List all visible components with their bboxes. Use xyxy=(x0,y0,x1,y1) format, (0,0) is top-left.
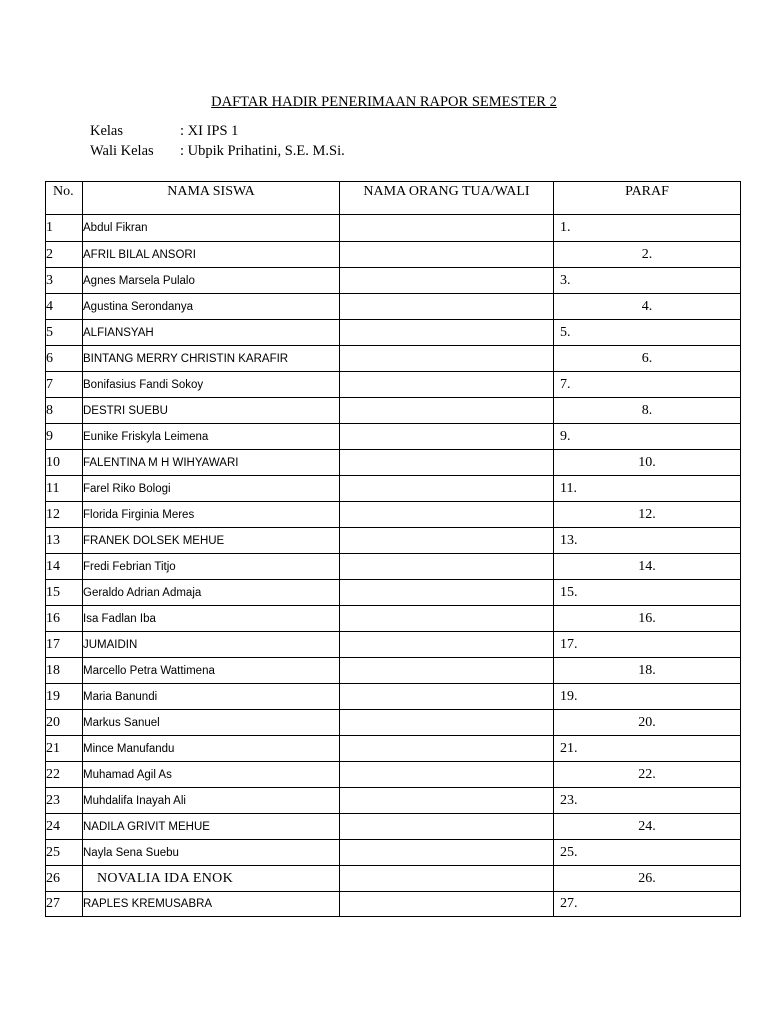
table-row xyxy=(46,762,741,788)
table-row xyxy=(46,892,741,917)
parent-name-field[interactable] xyxy=(340,814,554,840)
parent-name-field[interactable] xyxy=(340,215,554,242)
signature-field[interactable]: 16. xyxy=(554,606,741,632)
student-name: Farel Riko Bologi xyxy=(83,476,340,502)
table-row xyxy=(46,294,741,320)
student-name: Maria Banundi xyxy=(83,684,340,710)
signature-field[interactable]: 18. xyxy=(554,658,741,684)
row-number: 9 xyxy=(46,424,83,450)
signature-field[interactable]: 1. xyxy=(554,215,741,242)
student-name: Agnes Marsela Pulalo xyxy=(83,268,340,294)
table-row xyxy=(46,840,741,866)
parent-name-field[interactable] xyxy=(340,450,554,476)
parent-name-field[interactable] xyxy=(340,658,554,684)
parent-name-field[interactable] xyxy=(340,684,554,710)
parent-name-field[interactable] xyxy=(340,632,554,658)
table-row xyxy=(46,632,741,658)
parent-name-field[interactable] xyxy=(340,840,554,866)
wali-kelas-value: : Ubpik Prihatini, S.E. M.Si. xyxy=(180,143,345,159)
kelas-row xyxy=(90,123,238,140)
table-row xyxy=(46,242,741,268)
student-name: DESTRI SUEBU xyxy=(83,398,340,424)
student-name: FALENTINA M H WIHYAWARI xyxy=(83,450,340,476)
kelas-value: : XI IPS 1 xyxy=(180,123,239,139)
row-number: 21 xyxy=(46,736,83,762)
signature-field[interactable]: 21. xyxy=(554,736,741,762)
table-row xyxy=(46,450,741,476)
row-number: 10 xyxy=(46,450,83,476)
student-name: Markus Sanuel xyxy=(83,710,340,736)
table-row xyxy=(46,215,741,242)
row-number: 5 xyxy=(46,320,83,346)
table-row xyxy=(46,684,741,710)
table-row xyxy=(46,866,741,892)
student-name: NOVALIA IDA ENOK xyxy=(83,866,340,892)
table-row xyxy=(46,554,741,580)
wali-kelas-row xyxy=(90,143,345,160)
signature-field[interactable]: 9. xyxy=(554,424,741,450)
header-no: No. xyxy=(46,182,83,215)
parent-name-field[interactable] xyxy=(340,580,554,606)
student-name: Fredi Febrian Titjo xyxy=(83,554,340,580)
attendance-table xyxy=(45,181,741,917)
parent-name-field[interactable] xyxy=(340,528,554,554)
signature-field[interactable]: 19. xyxy=(554,684,741,710)
table-row xyxy=(46,346,741,372)
student-name: Abdul Fikran xyxy=(83,215,340,242)
student-name: Bonifasius Fandi Sokoy xyxy=(83,372,340,398)
table-row xyxy=(46,788,741,814)
table-row xyxy=(46,398,741,424)
signature-field[interactable]: 8. xyxy=(554,398,741,424)
parent-name-field[interactable] xyxy=(340,372,554,398)
student-name: ALFIANSYAH xyxy=(83,320,340,346)
row-number: 22 xyxy=(46,762,83,788)
table-row xyxy=(46,424,741,450)
row-number: 26 xyxy=(46,866,83,892)
row-number: 27 xyxy=(46,892,83,917)
row-number: 12 xyxy=(46,502,83,528)
parent-name-field[interactable] xyxy=(340,398,554,424)
parent-name-field[interactable] xyxy=(340,268,554,294)
parent-name-field[interactable] xyxy=(340,346,554,372)
student-name: Agustina Serondanya xyxy=(83,294,340,320)
signature-field[interactable]: 12. xyxy=(554,502,741,528)
signature-field[interactable]: 25. xyxy=(554,840,741,866)
table-row xyxy=(46,606,741,632)
signature-field[interactable]: 6. xyxy=(554,346,741,372)
parent-name-field[interactable] xyxy=(340,892,554,917)
row-number: 11 xyxy=(46,476,83,502)
student-name: Isa Fadlan Iba xyxy=(83,606,340,632)
table-row xyxy=(46,502,741,528)
parent-name-field[interactable] xyxy=(340,866,554,892)
signature-field[interactable]: 13. xyxy=(554,528,741,554)
signature-field[interactable]: 5. xyxy=(554,320,741,346)
student-name: AFRIL BILAL ANSORI xyxy=(83,242,340,268)
table-row xyxy=(46,476,741,502)
signature-field[interactable]: 26. xyxy=(554,866,741,892)
wali-kelas-label: Wali Kelas xyxy=(90,143,154,159)
table-row xyxy=(46,736,741,762)
row-number: 16 xyxy=(46,606,83,632)
header-nama-orang-tua: NAMA ORANG TUA/WALI xyxy=(340,182,554,215)
signature-field[interactable]: 27. xyxy=(554,892,741,917)
signature-field[interactable]: 24. xyxy=(554,814,741,840)
table-row xyxy=(46,814,741,840)
parent-name-field[interactable] xyxy=(340,242,554,268)
kelas-label: Kelas xyxy=(90,123,124,139)
signature-field[interactable]: 3. xyxy=(554,268,741,294)
parent-name-field[interactable] xyxy=(340,476,554,502)
parent-name-field[interactable] xyxy=(340,424,554,450)
table-row xyxy=(46,320,741,346)
row-number: 25 xyxy=(46,840,83,866)
signature-field[interactable]: 23. xyxy=(554,788,741,814)
table-row xyxy=(46,268,741,294)
table-header-row xyxy=(46,182,741,215)
student-name: Muhamad Agil As xyxy=(83,762,340,788)
student-name: Muhdalifa Inayah Ali xyxy=(83,788,340,814)
row-number: 24 xyxy=(46,814,83,840)
page-title: DAFTAR HADIR PENERIMAAN RAPOR SEMESTER 2 xyxy=(211,94,557,110)
student-name: RAPLES KREMUSABRA xyxy=(83,892,340,917)
signature-field[interactable]: 10. xyxy=(554,450,741,476)
row-number: 13 xyxy=(46,528,83,554)
parent-name-field[interactable] xyxy=(340,502,554,528)
signature-field[interactable]: 14. xyxy=(554,554,741,580)
signature-field[interactable]: 22. xyxy=(554,762,741,788)
student-name: Marcello Petra Wattimena xyxy=(83,658,340,684)
row-number: 15 xyxy=(46,580,83,606)
row-number: 8 xyxy=(46,398,83,424)
row-number: 1 xyxy=(46,215,83,242)
row-number: 3 xyxy=(46,268,83,294)
parent-name-field[interactable] xyxy=(340,710,554,736)
student-name: JUMAIDIN xyxy=(83,632,340,658)
signature-field[interactable]: 2. xyxy=(554,242,741,268)
table-row xyxy=(46,710,741,736)
row-number: 19 xyxy=(46,684,83,710)
student-name: Eunike Friskyla Leimena xyxy=(83,424,340,450)
parent-name-field[interactable] xyxy=(340,606,554,632)
header-nama-siswa: NAMA SISWA xyxy=(83,182,340,215)
student-name: Mince Manufandu xyxy=(83,736,340,762)
row-number: 20 xyxy=(46,710,83,736)
parent-name-field[interactable] xyxy=(340,788,554,814)
signature-field[interactable]: 20. xyxy=(554,710,741,736)
row-number: 2 xyxy=(46,242,83,268)
row-number: 4 xyxy=(46,294,83,320)
parent-name-field[interactable] xyxy=(340,320,554,346)
student-name: Nayla Sena Suebu xyxy=(83,840,340,866)
table-row xyxy=(46,580,741,606)
row-number: 6 xyxy=(46,346,83,372)
student-name: Geraldo Adrian Admaja xyxy=(83,580,340,606)
student-name: BINTANG MERRY CHRISTIN KARAFIR xyxy=(83,346,340,372)
row-number: 14 xyxy=(46,554,83,580)
parent-name-field[interactable] xyxy=(340,762,554,788)
parent-name-field[interactable] xyxy=(340,736,554,762)
signature-field[interactable]: 7. xyxy=(554,372,741,398)
signature-field[interactable]: 4. xyxy=(554,294,741,320)
signature-field[interactable]: 17. xyxy=(554,632,741,658)
parent-name-field[interactable] xyxy=(340,294,554,320)
student-name: NADILA GRIVIT MEHUE xyxy=(83,814,340,840)
table-row xyxy=(46,372,741,398)
row-number: 18 xyxy=(46,658,83,684)
parent-name-field[interactable] xyxy=(340,554,554,580)
table-row xyxy=(46,658,741,684)
row-number: 17 xyxy=(46,632,83,658)
signature-field[interactable]: 11. xyxy=(554,476,741,502)
row-number: 23 xyxy=(46,788,83,814)
header-paraf: PARAF xyxy=(554,182,741,215)
table-row xyxy=(46,528,741,554)
row-number: 7 xyxy=(46,372,83,398)
signature-field[interactable]: 15. xyxy=(554,580,741,606)
student-name: FRANEK DOLSEK MEHUE xyxy=(83,528,340,554)
student-name: Florida Firginia Meres xyxy=(83,502,340,528)
